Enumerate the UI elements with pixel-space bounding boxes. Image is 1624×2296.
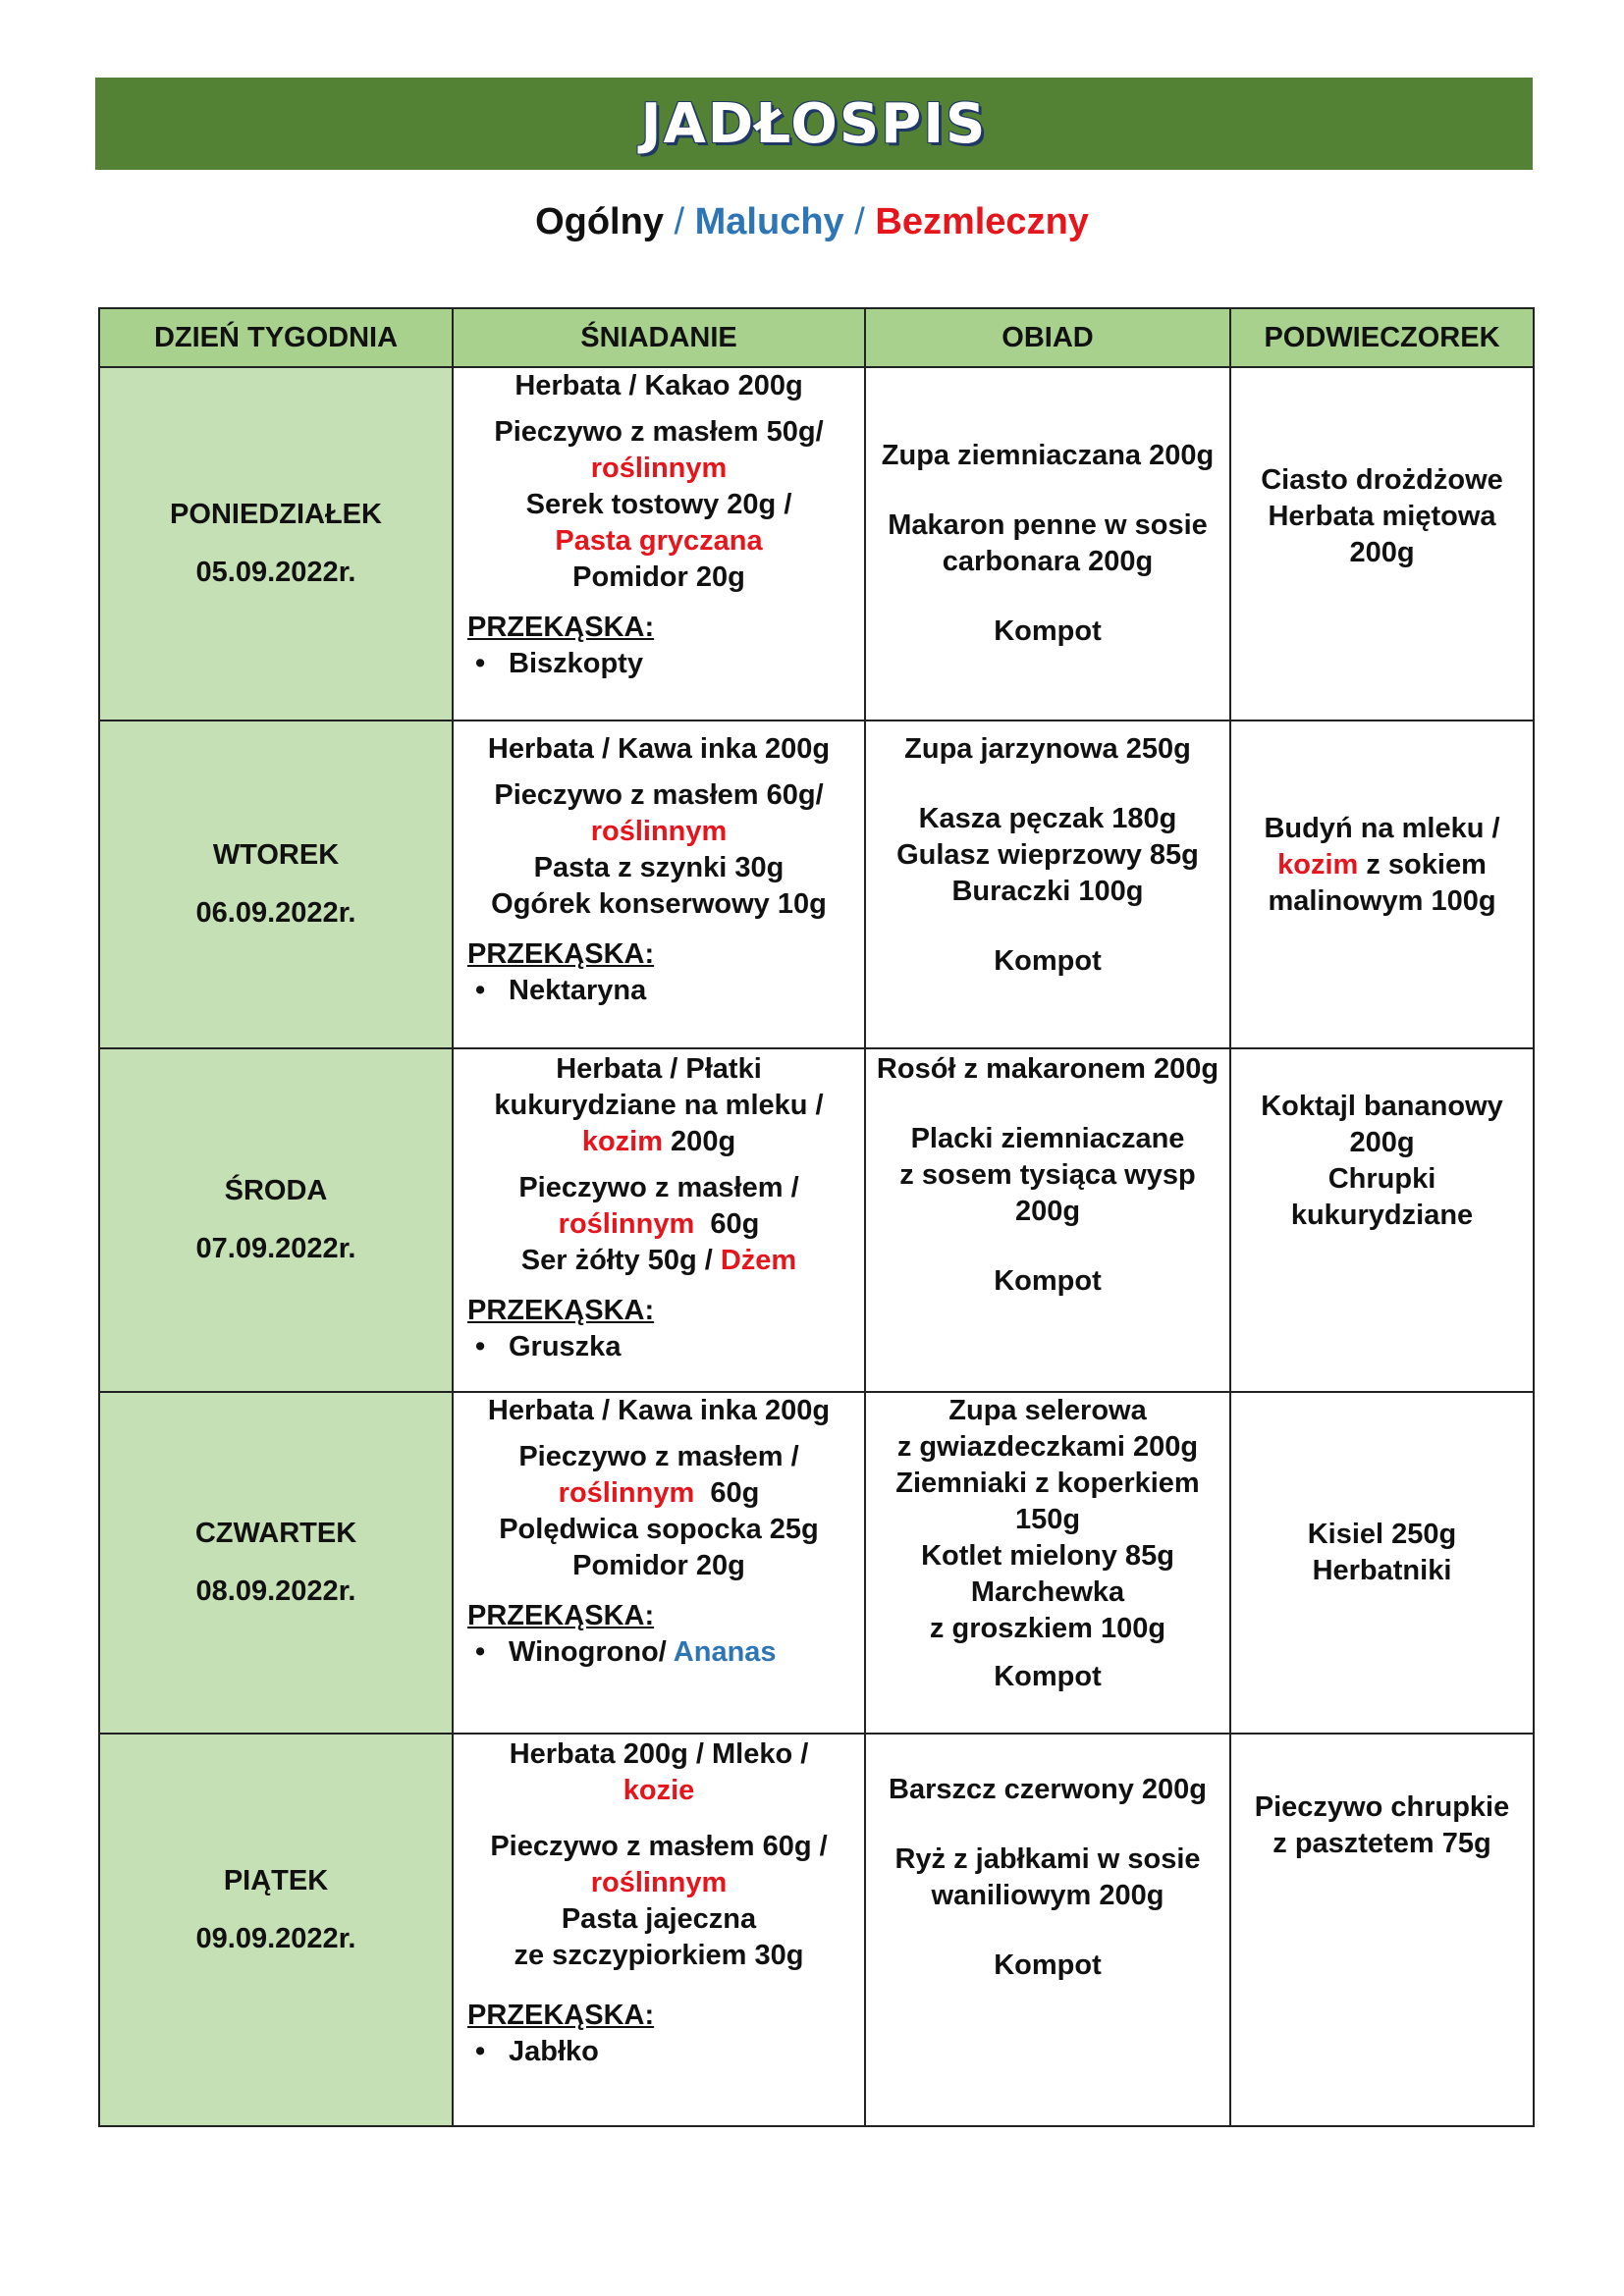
snack-text: Gruszka xyxy=(509,1331,622,1362)
breakfast-spread: ze szczypiorkiem 30g xyxy=(514,1940,804,1971)
afternoon-line xyxy=(1239,847,1525,883)
legend-general: Ogólny xyxy=(535,201,664,242)
day-date: 06.09.2022r. xyxy=(195,897,356,929)
lunch-main: z sosem tysiąca wysp 200g xyxy=(899,1159,1196,1227)
breakfast-bread-line xyxy=(461,1475,856,1512)
day-cell xyxy=(99,721,453,1048)
breakfast-spread: Pasta z szynki 30g xyxy=(533,852,785,883)
breakfast-veg: Pomidor 20g xyxy=(572,1550,745,1581)
bullet-icon: • xyxy=(475,648,486,679)
lunch-main: Buraczki 100g xyxy=(951,876,1144,907)
snack-item xyxy=(467,1634,856,1671)
breakfast-cell xyxy=(453,721,865,1048)
lunch-soup: Rosół z makaronem 200g xyxy=(876,1053,1219,1085)
lunch-cell xyxy=(865,1048,1230,1392)
breakfast-bread-alt: roślinnym xyxy=(590,816,728,847)
legend-dairy-free: Bezmleczny xyxy=(875,201,1089,242)
snack-block xyxy=(461,1293,856,1365)
bullet-icon: • xyxy=(475,2036,486,2067)
day-date: 07.09.2022r. xyxy=(195,1233,356,1264)
column-header-breakfast: ŚNIADANIE xyxy=(453,308,865,367)
breakfast-drink: Herbata / Płatki xyxy=(556,1053,762,1085)
breakfast-bread-qty: 60g xyxy=(694,1208,760,1240)
lunch-cell xyxy=(865,721,1230,1048)
day-date: 05.09.2022r. xyxy=(195,557,356,588)
breakfast-bread-line xyxy=(461,1206,856,1243)
afternoon-line: Herbatniki xyxy=(1312,1555,1452,1586)
lunch-main: Kotlet mielony 85g xyxy=(921,1540,1174,1572)
snack-label: PRZEKĄSKA: xyxy=(467,938,655,970)
breakfast-bread: Pieczywo z masłem 60g / xyxy=(490,1831,828,1862)
lunch-soup: Zupa jarzynowa 250g xyxy=(904,733,1191,765)
lunch-main: Makaron penne w sosie carbonara 200g xyxy=(888,509,1208,577)
breakfast-bread-alt: roślinnym xyxy=(558,1477,695,1509)
legend-separator: / xyxy=(843,201,876,242)
table-row xyxy=(99,367,1534,721)
page-title: JADŁOSPIS xyxy=(640,91,988,156)
lunch-main: Gulasz wieprzowy 85g xyxy=(896,839,1199,871)
breakfast-cell xyxy=(453,1048,865,1392)
bullet-icon: • xyxy=(475,975,486,1006)
snack-label: PRZEKĄSKA: xyxy=(467,2000,655,2031)
bullet-icon: • xyxy=(475,1331,486,1362)
lunch-drink: Kompot xyxy=(994,615,1102,647)
day-name: ŚRODA xyxy=(224,1175,328,1206)
lunch-main: Ryż z jabłkami w sosie waniliowym 200g xyxy=(894,1843,1201,1911)
lunch-drink: Kompot xyxy=(994,945,1102,977)
breakfast-bread: Pieczywo z masłem 60g/ xyxy=(494,779,824,811)
snack-item xyxy=(467,973,856,1009)
breakfast-bread: Pieczywo z masłem / xyxy=(518,1441,799,1472)
snack-label: PRZEKĄSKA: xyxy=(467,1600,655,1631)
table-row xyxy=(99,721,1534,1048)
title-banner xyxy=(95,78,1533,170)
breakfast-spread: Polędwica sopocka 25g xyxy=(499,1514,819,1545)
afternoon-line: Ciasto drożdżowe xyxy=(1261,464,1503,496)
day-name: PONIEDZIAŁEK xyxy=(170,499,382,530)
snack-block xyxy=(461,936,856,1009)
breakfast-bread-qty: 60g xyxy=(694,1477,760,1509)
snack-item xyxy=(467,1329,856,1365)
afternoon-cell xyxy=(1230,1392,1534,1734)
breakfast-spread-line xyxy=(461,1243,856,1279)
snack-item xyxy=(467,2034,856,2070)
breakfast-goat-milk: kozie xyxy=(623,1775,695,1806)
column-header-snack: PODWIECZOREK xyxy=(1230,308,1534,367)
breakfast-drink: Herbata 200g / Mleko / xyxy=(509,1738,809,1770)
lunch-cell xyxy=(865,1734,1230,2126)
table-header-row xyxy=(99,308,1534,367)
table-row xyxy=(99,1392,1534,1734)
column-header-lunch: OBIAD xyxy=(865,308,1230,367)
snack-text: Nektaryna xyxy=(509,975,647,1006)
breakfast-drink: Herbata / Kakao 200g xyxy=(514,370,803,401)
snack-separator: / xyxy=(658,1636,674,1668)
lunch-cell xyxy=(865,1392,1230,1734)
lunch-soup: Zupa selerowa xyxy=(948,1395,1147,1426)
afternoon-cell xyxy=(1230,1048,1534,1392)
snack-block xyxy=(461,610,856,682)
lunch-drink: Kompot xyxy=(994,1661,1102,1692)
breakfast-bread-alt: roślinnym xyxy=(590,453,728,484)
snack-text: Jabłko xyxy=(509,2036,599,2067)
breakfast-cell xyxy=(453,1392,865,1734)
snack-item xyxy=(467,646,856,682)
afternoon-line: Budyń na mleku / xyxy=(1264,812,1500,844)
breakfast-veg: Pomidor 20g xyxy=(572,561,745,593)
lunch-drink: Kompot xyxy=(994,1265,1102,1297)
snack-alt: Ananas xyxy=(673,1636,777,1668)
day-cell xyxy=(99,1734,453,2126)
afternoon-line: Pieczywo chrupkie xyxy=(1254,1791,1510,1823)
breakfast-cell xyxy=(453,367,865,721)
snack-block xyxy=(461,1598,856,1671)
afternoon-line: malinowym 100g xyxy=(1268,884,1496,917)
lunch-main: Placki ziemniaczane xyxy=(910,1123,1185,1154)
snack-text: Biszkopty xyxy=(509,648,643,679)
lunch-main: Marchewka xyxy=(970,1576,1125,1608)
menu-table xyxy=(98,307,1535,2127)
day-name: WTOREK xyxy=(212,839,340,871)
breakfast-drink: kukurydziane na mleku / xyxy=(494,1090,824,1121)
breakfast-spread: Pasta jajeczna xyxy=(561,1903,757,1935)
bullet-icon: • xyxy=(475,1636,486,1668)
day-date: 09.09.2022r. xyxy=(195,1923,356,1954)
snack-block xyxy=(461,1998,856,2070)
afternoon-line: Herbata miętowa 200g xyxy=(1268,501,1496,568)
legend-small-kids: Maluchy xyxy=(694,201,844,242)
breakfast-drink-qty: 200g xyxy=(663,1126,736,1157)
breakfast-goat-milk: kozim xyxy=(581,1126,663,1157)
breakfast-bread-alt: roślinnym xyxy=(590,1867,728,1898)
lunch-drink: Kompot xyxy=(994,1949,1102,1981)
snack-label: PRZEKĄSKA: xyxy=(467,1295,655,1326)
afternoon-line-rest: z sokiem xyxy=(1358,848,1487,881)
table-row xyxy=(99,1048,1534,1392)
menu-variants-legend xyxy=(0,201,1624,243)
breakfast-cell xyxy=(453,1734,865,2126)
breakfast-bread-alt: roślinnym xyxy=(558,1208,695,1240)
lunch-cell xyxy=(865,367,1230,721)
afternoon-line: Chrupki kukurydziane xyxy=(1290,1163,1474,1231)
afternoon-cell xyxy=(1230,1734,1534,2126)
day-date: 08.09.2022r. xyxy=(195,1575,356,1607)
breakfast-drink: Herbata / Kawa inka 200g xyxy=(487,1395,831,1426)
afternoon-goat-milk: kozim xyxy=(1277,848,1359,881)
lunch-main: Kasza pęczak 180g xyxy=(918,803,1177,834)
breakfast-spread: Ser żółty 50g / xyxy=(520,1245,721,1276)
breakfast-bread: Pieczywo z masłem 50g/ xyxy=(494,416,824,448)
legend-separator: / xyxy=(663,201,695,242)
day-cell xyxy=(99,367,453,721)
breakfast-drink xyxy=(461,1124,856,1160)
afternoon-line: z pasztetem 75g xyxy=(1272,1828,1491,1859)
breakfast-veg: Ogórek konserwowy 10g xyxy=(491,888,827,920)
table-row xyxy=(99,1734,1534,2126)
lunch-soup: Barszcz czerwony 200g xyxy=(889,1774,1207,1805)
afternoon-line: Koktajl bananowy 200g xyxy=(1261,1091,1503,1158)
snack-label: PRZEKĄSKA: xyxy=(467,612,655,643)
breakfast-spread-alt: Pasta gryczana xyxy=(555,525,763,557)
day-cell xyxy=(99,1048,453,1392)
lunch-main: Ziemniaki z koperkiem 150g xyxy=(895,1468,1200,1535)
breakfast-drink: Herbata / Kawa inka 200g xyxy=(487,733,831,765)
afternoon-cell xyxy=(1230,721,1534,1048)
day-name: PIĄTEK xyxy=(223,1865,329,1896)
lunch-soup: Zupa ziemniaczana 200g xyxy=(881,440,1215,471)
day-name: CZWARTEK xyxy=(194,1518,357,1549)
lunch-soup: z gwiazdeczkami 200g xyxy=(896,1431,1199,1463)
day-cell xyxy=(99,1392,453,1734)
afternoon-cell xyxy=(1230,367,1534,721)
afternoon-line: Kisiel 250g xyxy=(1307,1519,1457,1550)
column-header-day: DZIEŃ TYGODNIA xyxy=(99,308,453,367)
breakfast-spread: Serek tostowy 20g / xyxy=(525,489,792,520)
lunch-main: z groszkiem 100g xyxy=(929,1613,1166,1644)
breakfast-bread: Pieczywo z masłem / xyxy=(518,1172,799,1203)
snack-text: Winogrono xyxy=(509,1636,659,1668)
breakfast-spread-alt: Dżem xyxy=(720,1245,797,1276)
